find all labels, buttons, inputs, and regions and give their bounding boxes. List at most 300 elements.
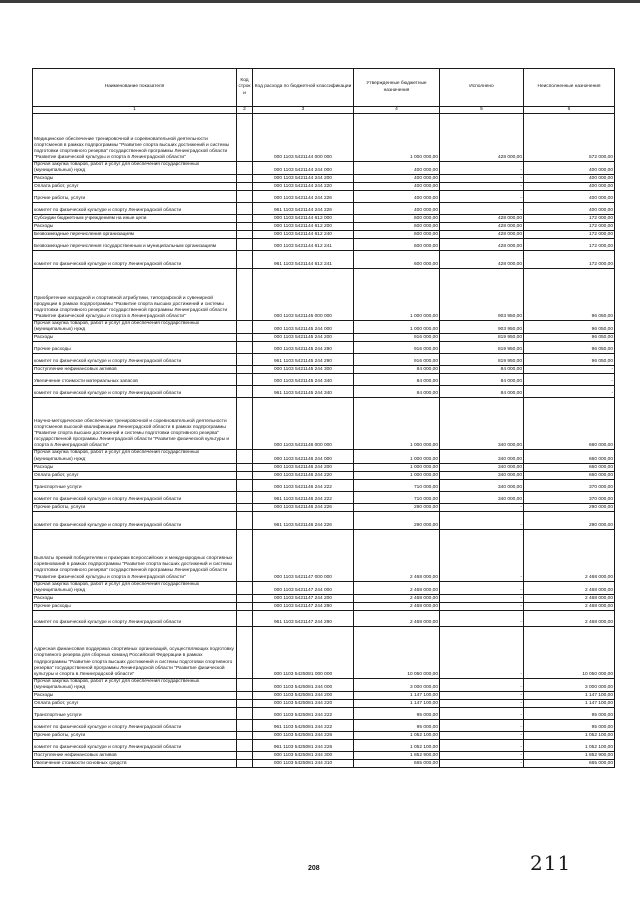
line-code-cell (237, 398, 253, 450)
table-row (33, 503, 615, 511)
cell-name: Выплаты премий победителям и призерам всероссийских и международных спортивных соревнований в рамках подпрограммы "Развитие спорта высших достижений и системы подготовки спортивного резерва" государственной программы Ленинградской области "Развитие физической культуры и спорта в Ленинградской области" (33, 529, 237, 581)
cell-done: - (440, 610, 524, 626)
cell-code: 000 1103 5421145 244 300 (253, 366, 354, 374)
cell-done: 428 000,00 (440, 239, 524, 251)
cell-name: Увеличение стоимости материальных запасов (33, 374, 237, 386)
cell-name: комитет по физической культуре и спорту Ленинградской области (33, 740, 237, 752)
column-number: 2 (237, 107, 253, 114)
line-code-cell (237, 594, 253, 602)
cell-code: 000 1103 5421145 244 340 (253, 374, 354, 386)
cell-code: 000 1103 5421145 244 200 (253, 334, 354, 342)
line-code-cell (237, 610, 253, 626)
cell-rest: 172 000,00 (524, 239, 615, 251)
table-row (33, 732, 615, 740)
cell-done: 84 000,00 (440, 366, 524, 374)
cell-code: 000 1103 5421144 612 000 (253, 215, 354, 223)
cell-approved: 84 000,00 (354, 366, 440, 374)
line-code-cell (237, 708, 253, 720)
cell-name: комитет по физической культуре и спорту Ленинградской области (33, 610, 237, 626)
table-row (33, 491, 615, 503)
cell-done: 84 000,00 (440, 386, 524, 398)
cell-done: 903 950,00 (440, 269, 524, 321)
table-row (33, 471, 615, 479)
table-row (33, 529, 615, 581)
cell-name: Прочая закупка товаров, работ и услуг для обеспечения государственных (муниципальных) нужд (33, 678, 237, 691)
cell-rest: 660 000,00 (524, 398, 615, 450)
line-code-cell (237, 269, 253, 321)
cell-approved: 84 000,00 (354, 386, 440, 398)
cell-rest: 1 147 100,00 (524, 700, 615, 708)
line-code-cell (237, 511, 253, 529)
cell-code: 961 1103 5421144 612 241 (253, 251, 354, 269)
cell-approved: 710 000,00 (354, 491, 440, 503)
cell-rest: 2 468 000,00 (524, 529, 615, 581)
cell-rest: 96 050,00 (524, 334, 615, 342)
cell-done: - (440, 594, 524, 602)
cell-done: - (440, 191, 524, 203)
cell-code: 000 1103 5421147 244 000 (253, 581, 354, 594)
table-row (33, 203, 615, 215)
line-code-cell (237, 752, 253, 760)
line-code-cell (237, 239, 253, 251)
cell-approved: 10 050 000,00 (354, 626, 440, 678)
cell-name: Расходы (33, 223, 237, 231)
line-code-cell (237, 503, 253, 511)
cell-rest: 3 000 000,00 (524, 678, 615, 691)
corner-mark (626, 9, 640, 19)
cell-code: 000 1103 5425081 000 000 (253, 626, 354, 678)
line-code-cell (237, 374, 253, 386)
line-code-cell (237, 471, 253, 479)
line-code-cell (237, 740, 253, 752)
line-code-cell (237, 114, 253, 162)
cell-name: Субсидии бюджетным учреждениям на иные цели (33, 215, 237, 223)
cell-done: 428 000,00 (440, 231, 524, 239)
cell-name: Расходы (33, 175, 237, 183)
header-name: Наименование показателя (33, 69, 237, 107)
cell-code: 000 1103 5425081 244 200 (253, 692, 354, 700)
cell-rest: 95 000,00 (524, 708, 615, 720)
cell-done: 428 000,00 (440, 114, 524, 162)
scan-top-border (0, 0, 640, 3)
cell-name: Поступление нефинансовых активов (33, 366, 237, 374)
cell-done: - (440, 752, 524, 760)
column-number: 5 (440, 107, 524, 114)
table-row (33, 594, 615, 602)
cell-approved: 2 468 000,00 (354, 581, 440, 594)
cell-rest: 1 852 900,00 (524, 752, 615, 760)
cell-name: Прочая закупка товаров, работ и услуг для обеспечения государственных (муниципальных) нужд (33, 581, 237, 594)
cell-approved: 95 000,00 (354, 708, 440, 720)
cell-code: 000 1103 5421144 244 000 (253, 162, 354, 175)
cell-code: 000 1103 5425081 244 222 (253, 708, 354, 720)
cell-name: Прочая закупка товаров, работ и услуг для обеспечения государственных (муниципальных) нужд (33, 162, 237, 175)
cell-rest: - (524, 374, 615, 386)
cell-code: 000 1103 5421147 244 290 (253, 602, 354, 610)
column-number: 3 (253, 107, 354, 114)
table-row (33, 511, 615, 529)
table-row (33, 463, 615, 471)
cell-approved: 290 000,00 (354, 511, 440, 529)
cell-name: Медицинское обеспечение тренировочной и соревновательной деятельности спортсменов в рамках подпрограммы "Развитие спорта высших достижений и системы подготовки спортивного резерва" государственной программы Ленинградской области "Развитие физической культуры и спорта в Ленинградской области" (33, 114, 237, 162)
cell-approved: 400 000,00 (354, 175, 440, 183)
budget-table (32, 68, 615, 768)
cell-name: Транспортные услуги (33, 479, 237, 491)
cell-rest: 400 000,00 (524, 203, 615, 215)
cell-done: - (440, 708, 524, 720)
cell-rest: 2 468 000,00 (524, 594, 615, 602)
cell-rest: - (524, 366, 615, 374)
cell-done: - (440, 529, 524, 581)
cell-approved: 665 000,00 (354, 760, 440, 768)
cell-rest: 400 000,00 (524, 175, 615, 183)
cell-code: 961 1103 5421147 244 290 (253, 610, 354, 626)
cell-name: Расходы (33, 334, 237, 342)
cell-done: - (440, 732, 524, 740)
cell-approved: 1 147 100,00 (354, 692, 440, 700)
cell-code: 000 1103 5425081 244 000 (253, 678, 354, 691)
table-row (33, 374, 615, 386)
handwritten-sheet-number: 211 (530, 851, 572, 875)
cell-name: Прочие работы, услуги (33, 732, 237, 740)
line-code-cell (237, 491, 253, 503)
cell-name: Прочие расходы (33, 602, 237, 610)
cell-name: Приобретение наградной и спортивной атрибутики, типографской и сувенирной продукции в рамках подпрограммы "Развитие спорта высших достижений и системы подготовки спортивного резерва" государственной программы Ленинградской области "Развитие физической культуры и спорта в Ленинградской области" (33, 269, 237, 321)
cell-code: 000 1103 5421144 612 240 (253, 231, 354, 239)
table-row (33, 183, 615, 191)
line-code-cell (237, 450, 253, 463)
cell-approved: 1 000 000,00 (354, 463, 440, 471)
cell-code: 000 1103 5421146 244 200 (253, 463, 354, 471)
cell-done: - (440, 760, 524, 768)
line-code-cell (237, 700, 253, 708)
line-code-cell (237, 678, 253, 691)
cell-code: 000 1103 5421146 244 000 (253, 450, 354, 463)
cell-approved: 600 000,00 (354, 239, 440, 251)
cell-name: Расходы (33, 692, 237, 700)
cell-rest: 172 000,00 (524, 251, 615, 269)
cell-name: Прочая закупка товаров, работ и услуг для обеспечения государственных (муниципальных) нужд (33, 321, 237, 334)
table-row (33, 223, 615, 231)
cell-code: 000 1103 5421144 612 241 (253, 239, 354, 251)
header-done: Исполнено (440, 69, 524, 107)
cell-done: - (440, 626, 524, 678)
table-row (33, 215, 615, 223)
cell-done: - (440, 162, 524, 175)
line-code-cell (237, 191, 253, 203)
cell-rest: 660 000,00 (524, 463, 615, 471)
cell-code: 000 1103 5421147 000 000 (253, 529, 354, 581)
cell-done: 340 000,00 (440, 398, 524, 450)
cell-code: 000 1103 5421146 000 000 (253, 398, 354, 450)
cell-code: 961 1103 5425081 244 226 (253, 740, 354, 752)
cell-rest: 665 000,00 (524, 760, 615, 768)
table-row (33, 366, 615, 374)
table-row (33, 692, 615, 700)
table-row (33, 450, 615, 463)
cell-done: 819 950,00 (440, 342, 524, 354)
line-code-cell (237, 732, 253, 740)
table-row (33, 398, 615, 450)
cell-code: 000 1103 5425081 244 310 (253, 760, 354, 768)
line-code-cell (237, 529, 253, 581)
cell-rest: 1 147 100,00 (524, 692, 615, 700)
cell-done: - (440, 678, 524, 691)
table-row (33, 386, 615, 398)
cell-code: 000 1103 5421145 244 290 (253, 342, 354, 354)
table-row (33, 626, 615, 678)
cell-done: - (440, 503, 524, 511)
cell-rest: 400 000,00 (524, 162, 615, 175)
cell-code: 000 1103 5421144 000 000 (253, 114, 354, 162)
cell-code: 961 1103 5421146 244 226 (253, 511, 354, 529)
cell-approved: 290 000,00 (354, 503, 440, 511)
cell-approved: 710 000,00 (354, 479, 440, 491)
cell-name: Расходы (33, 463, 237, 471)
table-row (33, 700, 615, 708)
table-row (33, 678, 615, 691)
line-code-cell (237, 581, 253, 594)
cell-name: Прочие работы, услуги (33, 191, 237, 203)
cell-approved: 400 000,00 (354, 203, 440, 215)
cell-approved: 1 000 000,00 (354, 321, 440, 334)
table-row (33, 708, 615, 720)
cell-done: - (440, 700, 524, 708)
cell-name: Безвозмездные перечисления государственным и муниципальным организациям (33, 239, 237, 251)
cell-done: 819 950,00 (440, 354, 524, 366)
cell-name: комитет по физической культуре и спорту Ленинградской области (33, 203, 237, 215)
table-row (33, 231, 615, 239)
cell-done: 340 000,00 (440, 479, 524, 491)
cell-approved: 1 000 000,00 (354, 471, 440, 479)
column-number: 4 (354, 107, 440, 114)
cell-approved: 84 000,00 (354, 374, 440, 386)
cell-code: 000 1103 5421144 612 200 (253, 223, 354, 231)
table-row (33, 191, 615, 203)
table-row (33, 354, 615, 366)
line-code-cell (237, 162, 253, 175)
cell-done: - (440, 720, 524, 732)
line-code-cell (237, 251, 253, 269)
line-code-cell (237, 321, 253, 334)
cell-approved: 2 468 000,00 (354, 610, 440, 626)
table-row (33, 740, 615, 752)
cell-rest: 572 000,00 (524, 114, 615, 162)
cell-name: Прочие расходы (33, 342, 237, 354)
line-code-cell (237, 231, 253, 239)
cell-rest: 1 052 100,00 (524, 732, 615, 740)
table-row (33, 321, 615, 334)
cell-done: 428 000,00 (440, 223, 524, 231)
cell-done: 84 000,00 (440, 374, 524, 386)
cell-name: Расходы (33, 594, 237, 602)
cell-code: 961 1103 5425081 244 222 (253, 720, 354, 732)
cell-code: 000 1103 5425081 244 300 (253, 752, 354, 760)
line-code-cell (237, 626, 253, 678)
cell-code: 000 1103 5421147 244 200 (253, 594, 354, 602)
table-body (33, 114, 615, 768)
cell-rest: 2 468 000,00 (524, 602, 615, 610)
cell-done: - (440, 692, 524, 700)
cell-code: 000 1103 5421145 244 000 (253, 321, 354, 334)
cell-rest: - (524, 386, 615, 398)
cell-name: Транспортные услуги (33, 708, 237, 720)
cell-approved: 916 000,00 (354, 342, 440, 354)
table-row (33, 239, 615, 251)
line-code-cell (237, 215, 253, 223)
line-code-cell (237, 760, 253, 768)
table-row (33, 610, 615, 626)
cell-name: Прочая закупка товаров, работ и услуг для обеспечения государственных (муниципальных) нужд (33, 450, 237, 463)
table-row (33, 479, 615, 491)
cell-name: Увеличение стоимости основных средств (33, 760, 237, 768)
cell-code: 961 1103 5421144 244 226 (253, 203, 354, 215)
cell-approved: 600 000,00 (354, 231, 440, 239)
cell-done: 819 950,00 (440, 334, 524, 342)
line-code-cell (237, 386, 253, 398)
header-budget-code: Код расхода по бюджетной классификации (253, 69, 354, 107)
table-header-row (33, 69, 615, 107)
cell-rest: 96 050,00 (524, 269, 615, 321)
cell-rest: 370 000,00 (524, 491, 615, 503)
cell-done: - (440, 511, 524, 529)
cell-rest: 400 000,00 (524, 183, 615, 191)
cell-rest: 95 000,00 (524, 720, 615, 732)
table-row (33, 162, 615, 175)
cell-code: 000 1103 5421144 244 200 (253, 175, 354, 183)
line-code-cell (237, 175, 253, 183)
cell-code: 961 1103 5421146 244 222 (253, 491, 354, 503)
cell-rest: 290 000,00 (524, 503, 615, 511)
cell-done: - (440, 602, 524, 610)
table-row (33, 251, 615, 269)
cell-approved: 400 000,00 (354, 183, 440, 191)
cell-name: Безвозмездные перечисления организациям (33, 231, 237, 239)
cell-rest: 172 000,00 (524, 231, 615, 239)
cell-name: Научно-методическое обеспечение тренировочной и соревновательной деятельности спортсменов высокой квалификации Ленинградской области в рамках подпрограммы "Развитие спорта высших достижений и системы подготовки спортивного резерва" государственной программы Ленинградской области "Развитие физической культуры и спорта в Ленинградской области" (33, 398, 237, 450)
cell-rest: 290 000,00 (524, 511, 615, 529)
cell-approved: 1 000 000,00 (354, 114, 440, 162)
cell-rest: 370 000,00 (524, 479, 615, 491)
cell-code: 000 1103 5425081 244 220 (253, 700, 354, 708)
cell-approved: 600 000,00 (354, 215, 440, 223)
column-number: 6 (524, 107, 615, 114)
column-number: 1 (33, 107, 237, 114)
cell-done: - (440, 203, 524, 215)
cell-approved: 1 000 000,00 (354, 450, 440, 463)
cell-done: 340 000,00 (440, 450, 524, 463)
cell-rest: 10 050 000,00 (524, 626, 615, 678)
line-code-cell (237, 203, 253, 215)
page-number: 208 (308, 865, 320, 872)
cell-approved: 600 000,00 (354, 223, 440, 231)
cell-approved: 916 000,00 (354, 334, 440, 342)
cell-done: 428 000,00 (440, 251, 524, 269)
cell-done: 340 000,00 (440, 471, 524, 479)
cell-rest: 2 468 000,00 (524, 610, 615, 626)
cell-approved: 1 852 900,00 (354, 752, 440, 760)
cell-rest: 172 000,00 (524, 223, 615, 231)
cell-name: комитет по физической культуре и спорту Ленинградской области (33, 720, 237, 732)
cell-done: - (440, 581, 524, 594)
cell-name: Оплата работ, услуг (33, 700, 237, 708)
cell-approved: 1 052 100,00 (354, 732, 440, 740)
table-row (33, 602, 615, 610)
cell-name: комитет по физической культуре и спорту Ленинградской области (33, 386, 237, 398)
table-row (33, 342, 615, 354)
cell-approved: 1 147 100,00 (354, 700, 440, 708)
line-code-cell (237, 602, 253, 610)
header-line-code: Код строк и (237, 69, 253, 107)
cell-name: Прочие работы, услуги (33, 503, 237, 511)
cell-code: 000 1103 5421146 244 222 (253, 479, 354, 491)
cell-rest: 96 050,00 (524, 321, 615, 334)
cell-done: 340 000,00 (440, 463, 524, 471)
cell-approved: 95 000,00 (354, 720, 440, 732)
line-code-cell (237, 463, 253, 471)
line-code-cell (237, 183, 253, 191)
table-row (33, 334, 615, 342)
cell-name: комитет по физической культуре и спорту Ленинградской области (33, 491, 237, 503)
header-rest: Неисполненные назначения (524, 69, 615, 107)
cell-approved: 2 468 000,00 (354, 529, 440, 581)
cell-done: - (440, 175, 524, 183)
cell-name: комитет по физической культуре и спорту Ленинградской области (33, 511, 237, 529)
cell-done: 903 950,00 (440, 321, 524, 334)
line-code-cell (237, 720, 253, 732)
cell-done: - (440, 183, 524, 191)
cell-code: 961 1103 5421145 244 340 (253, 386, 354, 398)
cell-done: - (440, 740, 524, 752)
cell-name: комитет по физической культуре и спорту Ленинградской области (33, 354, 237, 366)
cell-name: Оплата работ, услуг (33, 183, 237, 191)
cell-code: 000 1103 5421145 000 000 (253, 269, 354, 321)
table-row (33, 581, 615, 594)
line-code-cell (237, 342, 253, 354)
table-row (33, 760, 615, 768)
cell-name: комитет по физической культуре и спорту Ленинградской области (33, 251, 237, 269)
cell-code: 000 1103 5425081 244 226 (253, 732, 354, 740)
cell-code: 000 1103 5421144 244 220 (253, 183, 354, 191)
cell-rest: 660 000,00 (524, 450, 615, 463)
cell-name: Адресная финансовая поддержка спортивных организаций, осуществляющих подготовку спортивного резерва для сборных команд Российской Федерации в рамках подпрограммы "Развитие спорта высших достижений и системы подготовки спортивного резерва" государственной программы Ленинградской области "Развитие физической культуры и спорта в Ленинградской области" (33, 626, 237, 678)
cell-rest: 660 000,00 (524, 471, 615, 479)
cell-approved: 400 000,00 (354, 191, 440, 203)
line-code-cell (237, 354, 253, 366)
cell-code: 000 1103 5421146 244 226 (253, 503, 354, 511)
header-approved: Утвержденные бюджетные назначения (354, 69, 440, 107)
table-row (33, 720, 615, 732)
cell-name: Поступление нефинансовых активов (33, 752, 237, 760)
cell-rest: 172 000,00 (524, 215, 615, 223)
cell-approved: 600 000,00 (354, 251, 440, 269)
cell-code: 000 1103 5421146 244 220 (253, 471, 354, 479)
cell-approved: 2 468 000,00 (354, 602, 440, 610)
cell-rest: 96 050,00 (524, 342, 615, 354)
cell-done: 340 000,00 (440, 491, 524, 503)
cell-approved: 400 000,00 (354, 162, 440, 175)
cell-code: 961 1103 5421145 244 290 (253, 354, 354, 366)
cell-code: 000 1103 5421144 244 226 (253, 191, 354, 203)
line-code-cell (237, 366, 253, 374)
cell-rest: 1 052 100,00 (524, 740, 615, 752)
line-code-cell (237, 479, 253, 491)
cell-approved: 1 000 000,00 (354, 269, 440, 321)
cell-approved: 916 000,00 (354, 354, 440, 366)
cell-approved: 1 052 100,00 (354, 740, 440, 752)
line-code-cell (237, 692, 253, 700)
cell-rest: 96 050,00 (524, 354, 615, 366)
